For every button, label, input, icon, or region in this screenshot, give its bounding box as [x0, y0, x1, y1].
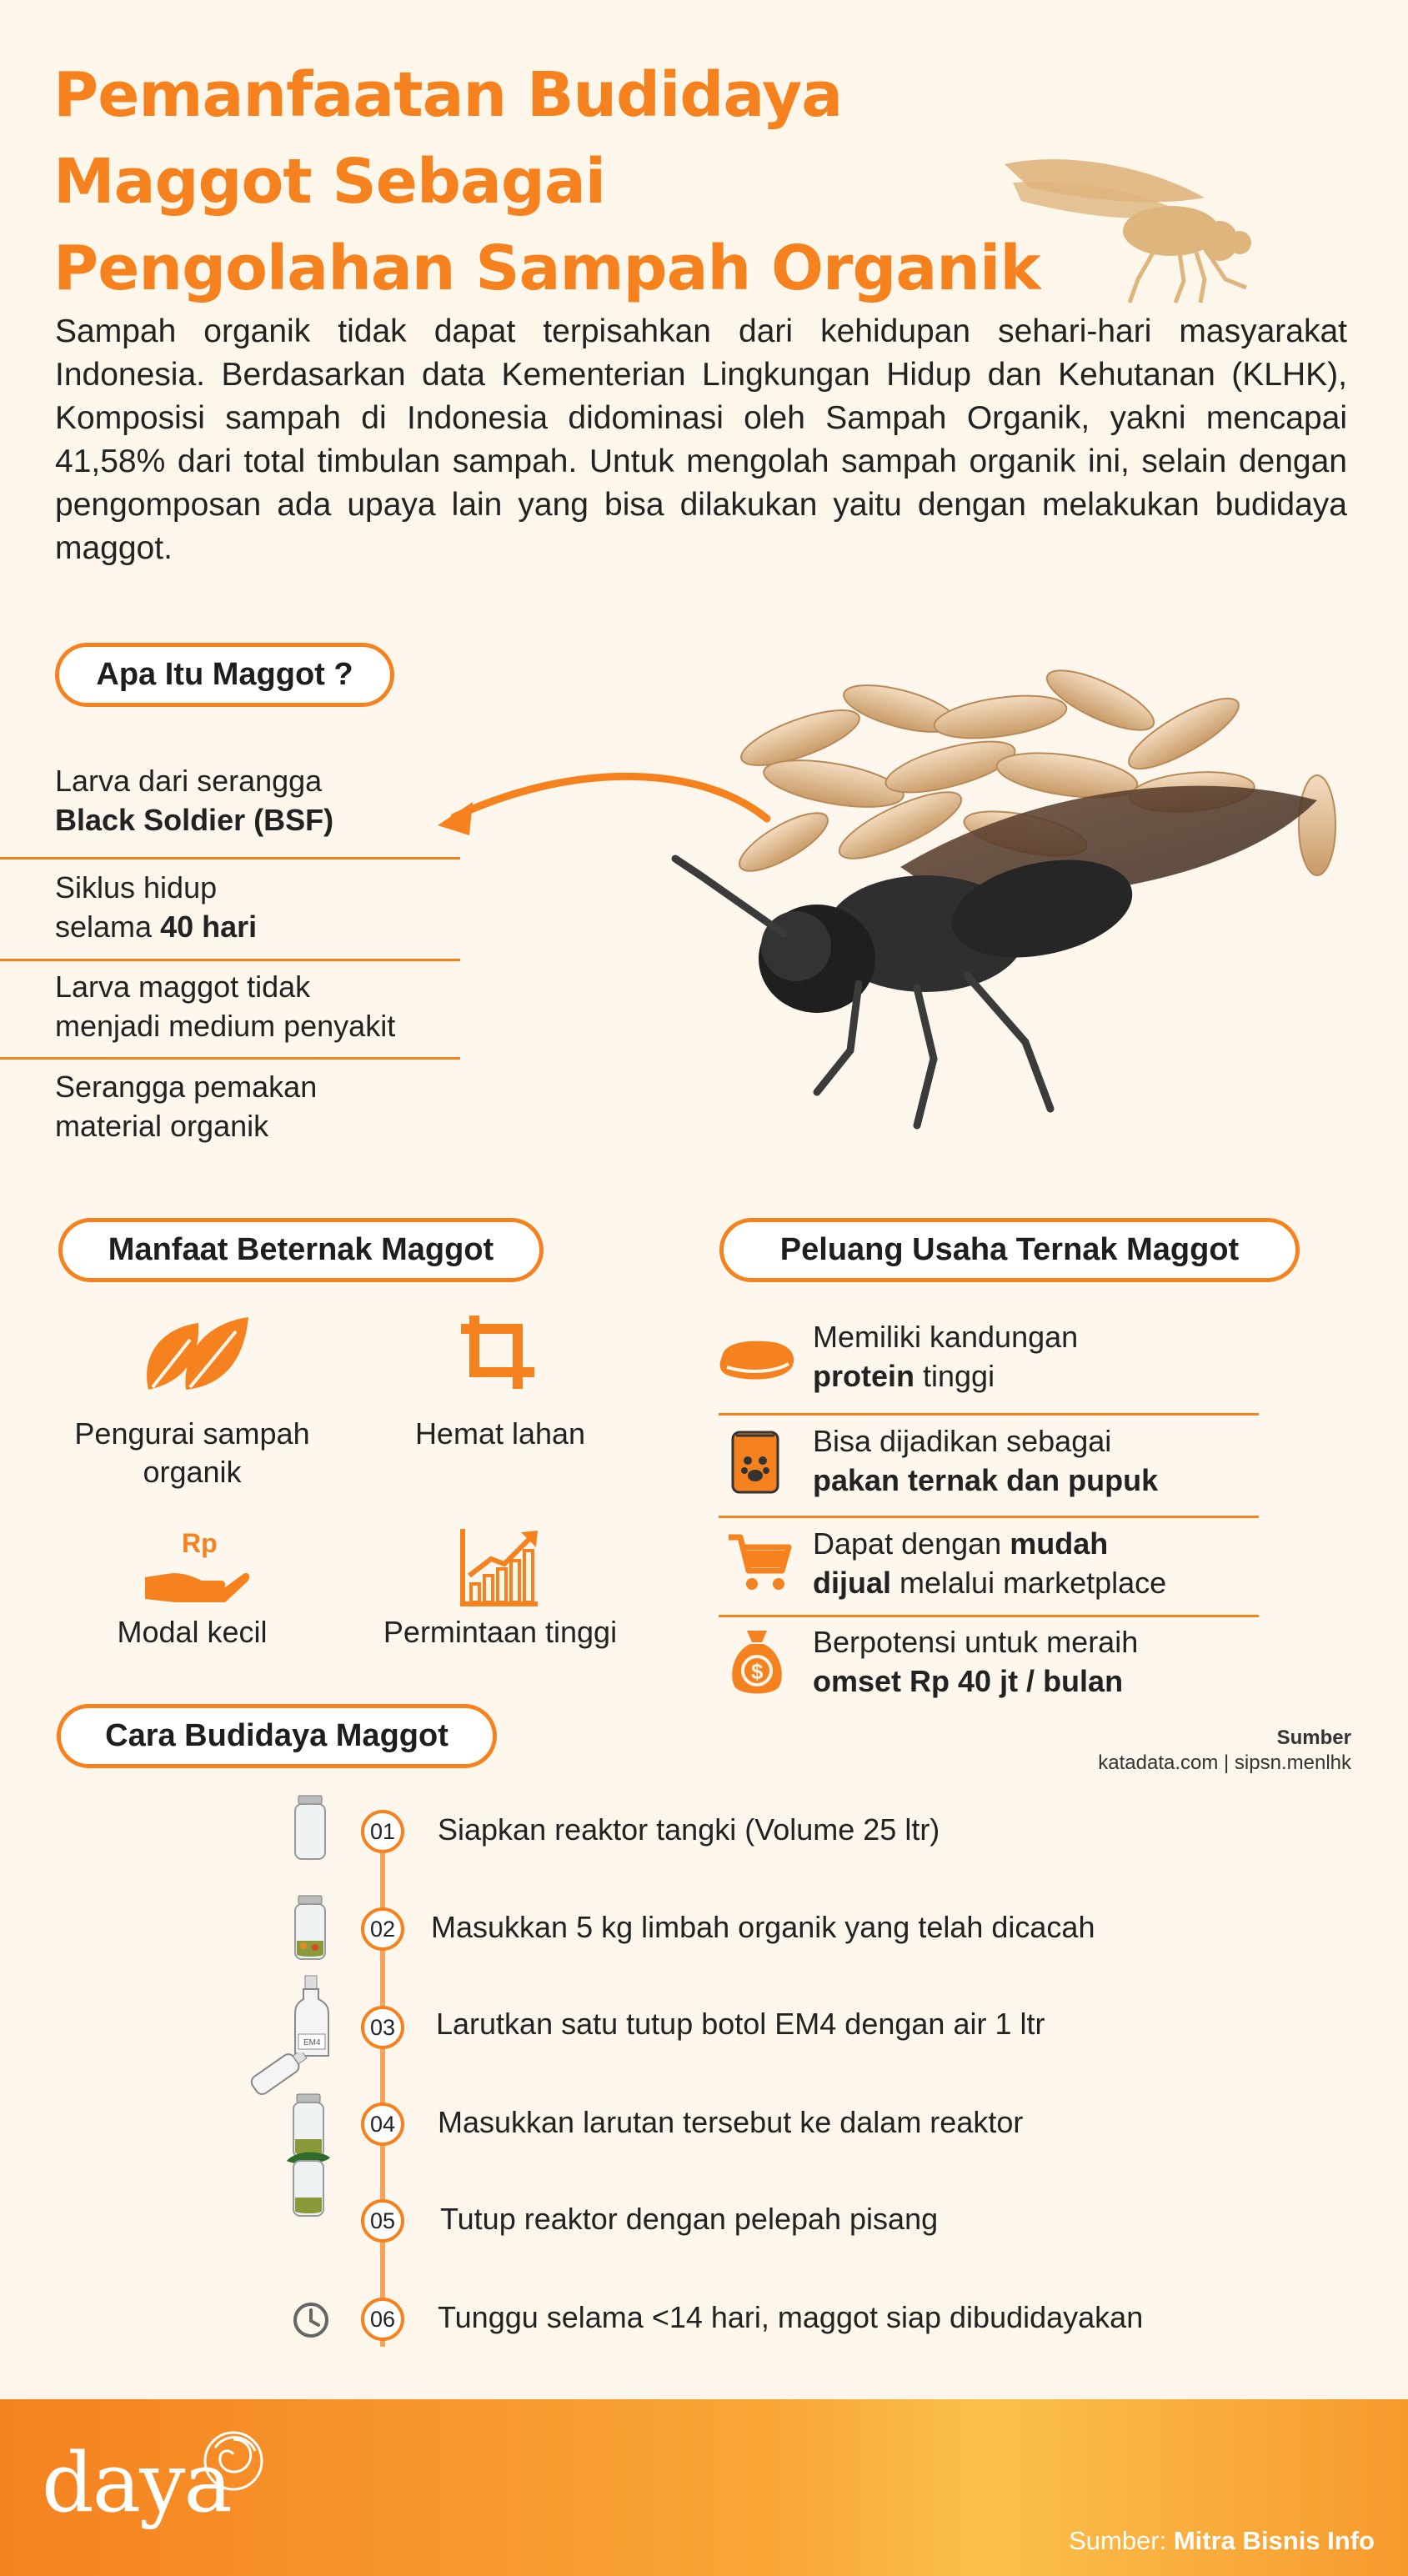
list-item: Serangga pemakan material organik [55, 1070, 318, 1143]
step-text: Tunggu selama <14 hari, maggot siap dibudidayakan [438, 2300, 1144, 2334]
business-item: Dapat dengan mudah dijual melalui marketplace [813, 1526, 1167, 1600]
footer-source: Sumber: Mitra Bisnis Info [1069, 2526, 1375, 2555]
money-bag-icon [727, 1627, 787, 1697]
business-item: Berpotensi untuk meraih omset Rp 40 jt / bulan [813, 1625, 1139, 1698]
step-text: Masukkan 5 kg limbah organik yang telah dicacah [431, 1910, 1095, 1944]
step-number: 06 [361, 2298, 404, 2341]
jar-icon [292, 1794, 328, 1862]
business-item: Bisa dijadikan sebagai pakan ternak dan pupuk [813, 1424, 1159, 1497]
title-line-3: Pengolahan Sampah Organik [53, 233, 1040, 304]
maggot-fly-illustration [650, 659, 1359, 1159]
benefit-label: Permintaan tinggi [383, 1615, 618, 1649]
section-heading-howto: Cara Budidaya Maggot [57, 1704, 497, 1768]
svg-text:$: $ [751, 1659, 764, 1684]
list-item: Larva maggot tidak menjadi medium penyakit [55, 970, 396, 1043]
cart-icon [727, 1532, 792, 1592]
fly-silhouette-icon [996, 154, 1263, 304]
clock-icon [292, 2301, 330, 2339]
divider [719, 1516, 1259, 1518]
title-line-2: Maggot Sebagai [53, 146, 606, 218]
divider [0, 959, 460, 961]
sources-block: Sumber katadata.com | sipsn.menlhk [1098, 1727, 1351, 1774]
title-line-1: Pemanfaatan Budidaya [53, 59, 843, 131]
divider [0, 1057, 460, 1060]
divider [719, 1413, 1259, 1416]
jar-banana-leaf-icon [285, 2149, 332, 2219]
step-number: 01 [361, 1810, 404, 1853]
benefit-label: Pengurai sampah organik [74, 1416, 310, 1489]
business-item: Memiliki kandungan protein tinggi [813, 1320, 1079, 1393]
section-heading-what: Apa Itu Maggot ? [55, 643, 394, 707]
bottle-label: EM4 [303, 2038, 321, 2047]
step-text: Masukkan larutan tersebut ke dalam reaktor [438, 2105, 1024, 2139]
divider [0, 857, 460, 860]
section-heading-benefits: Manfaat Beternak Maggot [58, 1218, 544, 1282]
intro-paragraph: Sampah organik tidak dapat terpisahkan dari kehidupan sehari-hari masyarakat Indonesia. Berdasarkan data Kementerian Lingkungan Hidup dan Kehutanan (KLHK), Komposisi sampah di Indonesia didominasi oleh Sampah Organik, yakni mencapai 41,58% dari total timbulan sampah. Untuk mengolah sampah organik ini, selain dengan pengomposan ada upaya lain yang bisa dilakukan yaitu dengan melakukan budidaya maggot. [55, 313, 1347, 566]
timeline-line [380, 1822, 385, 2347]
step-text: Siapkan reaktor tangki (Volume 25 ltr) [438, 1812, 940, 1847]
crop-icon [458, 1312, 538, 1392]
leaf-icon [140, 1311, 253, 1394]
rp-icon-text: Rp [182, 1528, 218, 1558]
step-number: 04 [361, 2102, 404, 2146]
growth-chart-icon [458, 1526, 541, 1609]
brand-logo: daya [42, 2436, 231, 2531]
logo-swirl-icon [200, 2428, 267, 2494]
step-text: Larutkan satu tutup botol EM4 dengan air 1 ltr [436, 2007, 1045, 2041]
em4-bottle-icon [292, 1974, 332, 2061]
step-number: 05 [361, 2199, 404, 2243]
section-heading-business: Peluang Usaha Ternak Maggot [719, 1218, 1300, 1282]
page-title [53, 52, 1040, 312]
step-number: 03 [361, 2006, 404, 2049]
step-text: Tutup reaktor dengan pelepah pisang [440, 2202, 939, 2236]
divider [719, 1615, 1259, 1617]
benefit-label: Hemat lahan [414, 1416, 586, 1451]
feed-bag-icon [729, 1427, 781, 1496]
benefit-label: Modal kecil [117, 1615, 268, 1649]
list-item: Larva dari serangga Black Soldier (BSF) [55, 764, 334, 837]
meat-icon [715, 1337, 799, 1384]
hand-money-icon [142, 1526, 250, 1609]
jar-waste-icon [292, 1894, 328, 1962]
step-number: 02 [361, 1907, 404, 1951]
list-item: Siklus hidup selama 40 hari [55, 870, 258, 944]
